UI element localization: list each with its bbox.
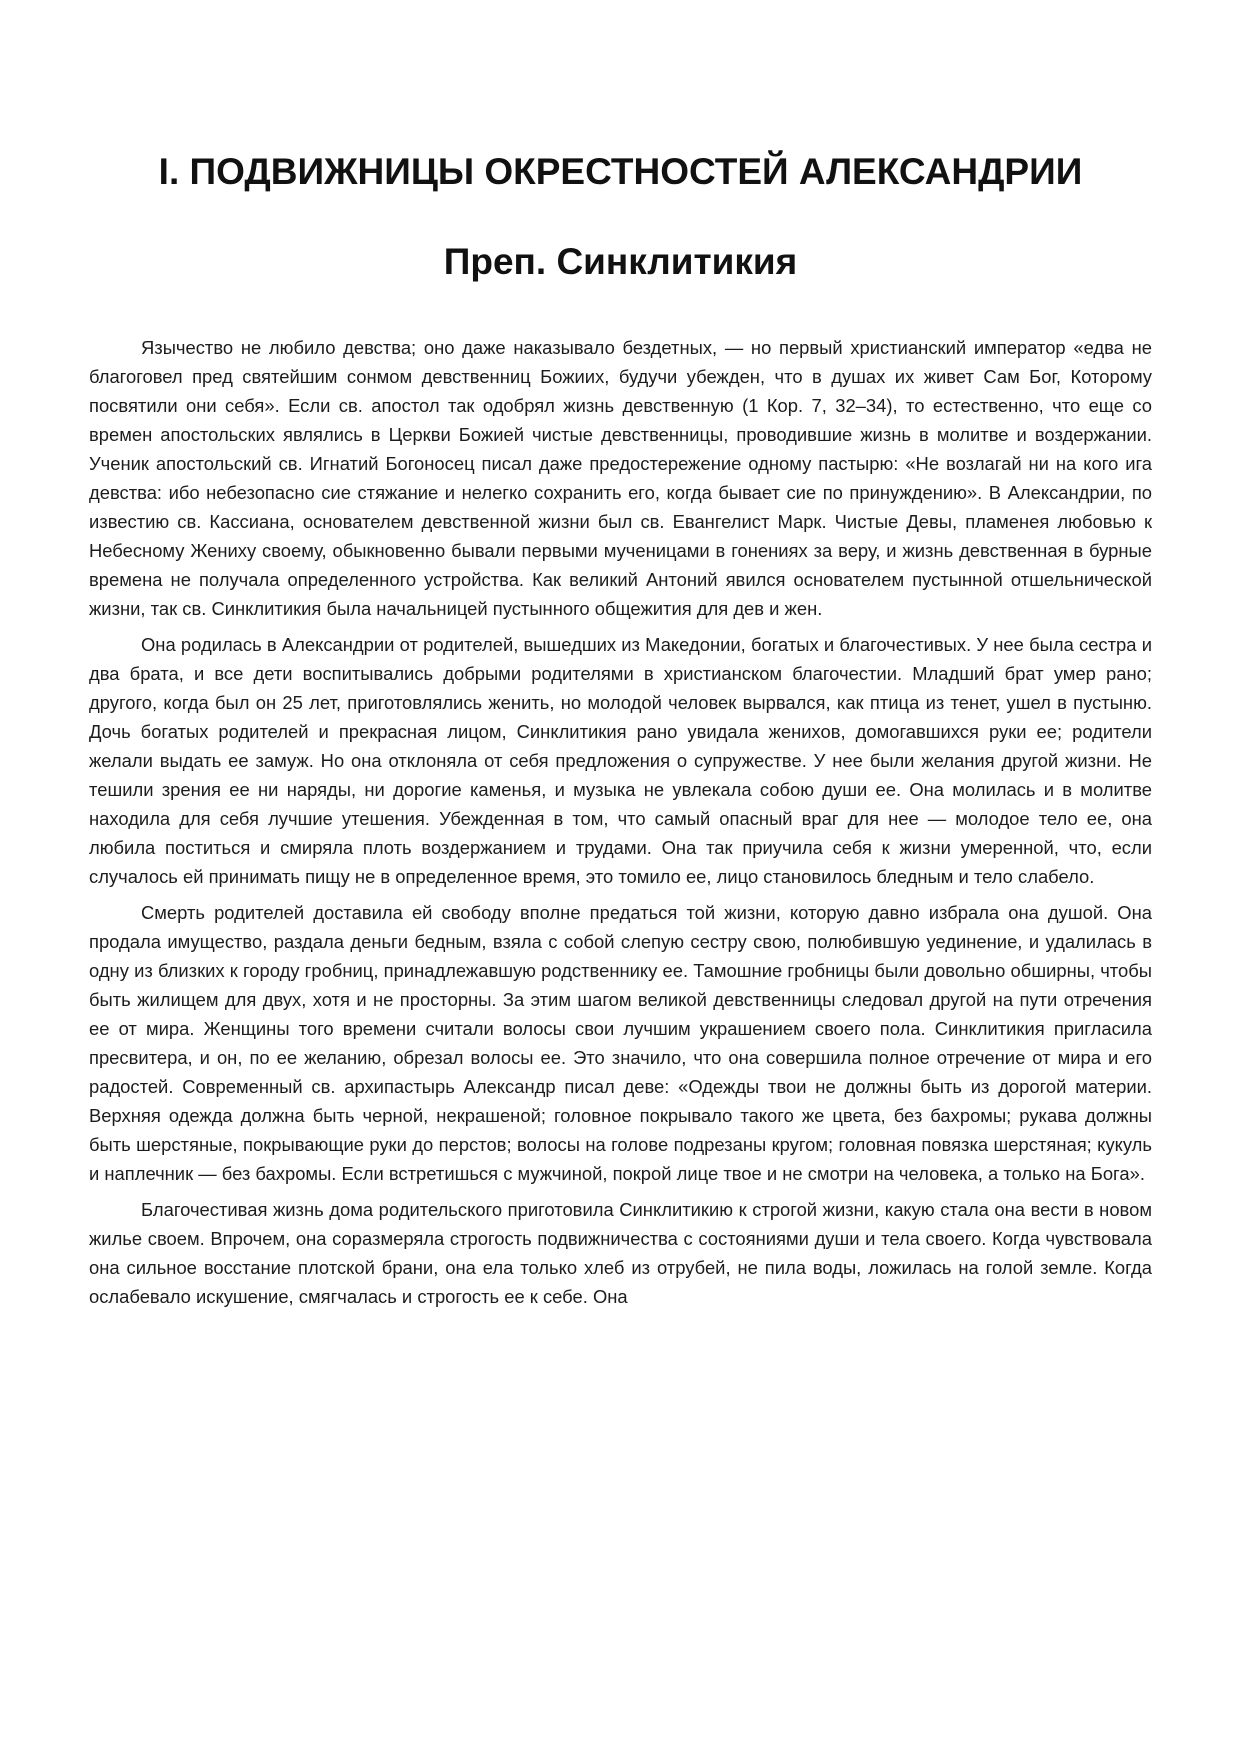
section-title: Преп. Синклитикия — [443, 241, 798, 282]
paragraph: Благочестивая жизнь дома родительского приготовила Синклитикию к строгой жизни, какую стала она вести в новом жилье своем. Впрочем, она соразмеряла строгость подвижничества с состояниями души и тела своего. Когда чувствовала она сильное восстание плотской брани, она ела только хлеб из отрубей, не пила воды, ложилась на голой земле. Когда ослабевало искушение, смягчалась и строгость ее к себе. Она — [89, 1199, 1152, 1307]
paragraph: Она родилась в Александрии от родителей, вышедших из Македонии, богатых и благочестивых. У нее была сестра и два брата, и все дети воспитывались добрыми родителями в христианском благочестии. Младший брат умер рано; другого, когда был он 25 лет, приготовлялись женить, но молодой человек вырвался, как птица из тенет, ушел в пустыню. Дочь богатых родителей и прекрасная лицом, Синклитикия рано увидала женихов, домогавшихся руки ее; родители желали выдать ее замуж. Но она отклоняла от себя предложения о супружестве. У нее были желания другой жизни. Не тешили зрения ее ни наряды, ни дорогие каменья, и музыка не увлекала собою души ее. Она молилась и в молитве находила для себя лучшие утешения. Убежденная в том, что самый опасный враг для нее — молодое тело ее, она любила поститься и смиряла плоть воздержанием и трудами. Она так приучила себя к жизни умеренной, что, если случалось ей принимать пищу не в определенное время, это томило ее, лицо становилось бледным и тело слабело. — [89, 634, 1152, 887]
body-text — [89, 333, 1152, 1311]
paragraph: Язычество не любило девства; оно даже наказывало бездетных, — но первый христианский император «едва не благоговел пред святейшим сонмом девственниц Божиих, будучи убежден, что в душах их живет Сам Бог, Которому посвятили они себя». Если св. апостол так одобрял жизнь девственную (1 Кор. 7, 32–34), то естественно, что еще со времен апостольских являлись в Церкви Божией чистые девственницы, проводившие жизнь в молитве и воздержании. Ученик апостольский св. Игнатий Богоносец писал даже предостережение одному пастырю: «Не возлагай ни на кого ига девства: ибо небезопасно сие стяжание и нелегко сохранить его, когда бывает сие по принуждению». В Александрии, по известию св. Кассиана, основателем девственной жизни был св. Евангелист Марк. Чистые Девы, пламенея любовью к Небесному Жениху своему, обыкновенно бывали первыми мученицами в гонениях за веру, и жизнь девственная в бурные времена не получала определенного устройства. Как великий Антоний явился основателем пустынной отшельнической жизни, так св. Синклитикия была начальницей пустынного общежития для дев и жен. — [89, 337, 1152, 619]
paragraph: Смерть родителей доставила ей свободу вполне предаться той жизни, которую давно избрала она душой. Она продала имущество, раздала деньги бедным, взяла с собой слепую сестру свою, полюбившую уединение, и удалилась в одну из близких к городу гробниц, принадлежавшую родственнику ее. Тамошние гробницы были довольно обширны, чтобы быть жилищем для двух, хотя и не просторны. За этим шагом великой девственницы следовал другой на пути отречения ее от мира. Женщины того времени считали волосы свои лучшим украшением своего пола. Синклитикия пригласила пресвитера, и он, по ее желанию, обрезал волосы ее. Это значило, что она совершила полное отречение от мира и его радостей. Современный св. архипастырь Александр писал деве: «Одежды твои не должны быть из дорогой материи. Верхняя одежда должна быть черной, некрашеной; головное покрывало такого же цвета, без бахромы; рукава должны быть шерстяные, покрывающие руки до перстов; волосы на голове подрезаны кругом; головная повязка шерстяная; кукуль и наплечник — без бахромы. Если встретишься с мужчиной, покрой лице твое и не смотри на человека, а только на Бога». — [89, 902, 1152, 1184]
chapter-title: I. ПОДВИЖНИЦЫ ОКРЕСТНОСТЕЙ АЛЕКСАНДРИИ — [158, 151, 1083, 192]
